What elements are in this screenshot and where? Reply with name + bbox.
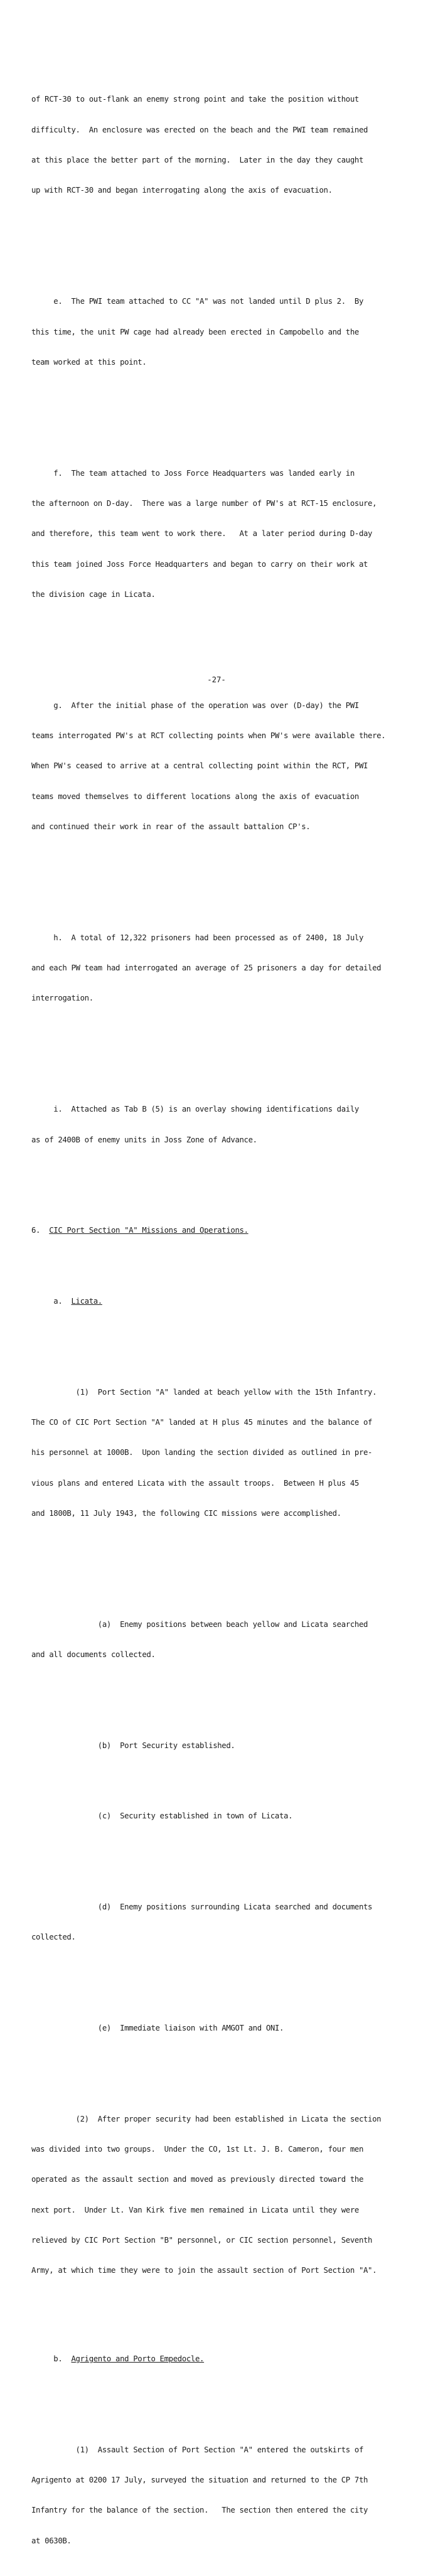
text-line: and each PW team had interrogated an average of 25 prisoners a day for detailed xyxy=(31,963,382,973)
text-line: next port. Under Lt. Van Kirk five men remained in Licata until they were xyxy=(31,2205,359,2214)
text-line: was divided into two groups. Under the CO, 1st Lt. J. B. Cameron, four men xyxy=(31,2145,364,2154)
subsection-title: Agrigento and Porto Empedocle. xyxy=(71,2354,205,2364)
text-line: team worked at this point. xyxy=(31,357,147,367)
item-a1-e: (e) Immediate liaison with AMGOT and ONI. xyxy=(31,2024,284,2033)
text-line: operated as the assault section and moved as previously directed toward the xyxy=(31,2175,364,2184)
section-number: 6. xyxy=(31,1226,50,1235)
text-line: (2) After proper security had been established in Licata the section xyxy=(31,2114,382,2123)
text-line: at this place the better part of the morning. Later in the day they caught xyxy=(31,156,364,165)
text-line: and therefore, this team went to work there. At a later period during D-day xyxy=(31,529,373,539)
item-a1-c: (c) Security established in town of Licata. xyxy=(31,1811,293,1821)
text-line: collected. xyxy=(31,1933,76,1942)
section-6-heading xyxy=(31,1225,422,1235)
page-number: -27- xyxy=(207,675,226,684)
text-line: vious plans and entered Licata with the assault troops. Between H plus 45 xyxy=(31,1478,359,1488)
paragraph-e xyxy=(31,276,422,387)
text-line: the afternoon on D-day. There was a large number of PW's at RCT-15 enclosure, xyxy=(31,499,377,508)
item-a1-b: (b) Port Security established. xyxy=(31,1741,235,1750)
paragraph-h xyxy=(31,913,422,1024)
paragraph-i xyxy=(31,1084,422,1165)
text-line: The CO of CIC Port Section "A" landed at H plus 45 minutes and the balance of xyxy=(31,1418,373,1427)
text-line: f. The team attached to Joss Force Headquarters was landed early in xyxy=(31,468,355,478)
subsection-b-heading xyxy=(31,2354,422,2364)
text-line: (1) Port Section "A" landed at beach yellow with the 15th Infantry. xyxy=(31,1387,377,1397)
text-line: (d) Enemy positions surrounding Licata searched and documents xyxy=(31,1902,373,1912)
text-line: and continued their work in rear of the assault battalion CP's. xyxy=(31,822,311,831)
text-line: at 0630B. xyxy=(31,2536,72,2545)
text-line: Infantry for the balance of the section. The section then entered the city xyxy=(31,2506,368,2515)
text-line: Army, at which time they were to join the assault section of Port Section "A". xyxy=(31,2266,377,2275)
text-line: Agrigento at 0200 17 July, surveyed the situation and returned to the CP 7th xyxy=(31,2476,368,2485)
text-line: relieved by CIC Port Section "B" personnel, or CIC section personnel, Seventh xyxy=(31,2236,373,2245)
text-line: the division cage in Licata. xyxy=(31,589,156,599)
text-line: his personnel at 1000B. Upon landing the section divided as outlined in pre- xyxy=(31,1448,373,1457)
text-line: this time, the unit PW cage had already been erected in Campobello and the xyxy=(31,327,359,336)
text-line: i. Attached as Tab B (5) is an overlay showing identifications daily xyxy=(31,1105,359,1114)
text-line: When PW's ceased to arrive at a central collecting point within the RCT, PWI xyxy=(31,761,368,771)
text-line: and all documents collected. xyxy=(31,1650,156,1660)
paragraph-b1 xyxy=(31,2425,422,2566)
text-line: as of 2400B of enemy units in Joss Zone of Advance. xyxy=(31,1135,257,1144)
paragraph-continued xyxy=(31,74,422,215)
paragraph-g xyxy=(31,680,422,852)
text-line: (1) Assault Section of Port Section "A" entered the outskirts of xyxy=(31,2445,364,2454)
subsection-a-heading xyxy=(31,1296,422,1306)
item-a1-d xyxy=(31,1882,422,1963)
paragraph-a2 xyxy=(31,2094,422,2296)
text-line: and 1800B, 11 July 1943, the following CIC missions were accomplished. xyxy=(31,1508,341,1518)
subsection-number: b. xyxy=(31,2354,72,2364)
subsection-title: Licata. xyxy=(71,1296,102,1306)
text-line: h. A total of 12,322 prisoners had been processed as of 2400, 18 July xyxy=(31,933,364,942)
item-a1-a xyxy=(31,1599,422,1680)
paragraph-a1 xyxy=(31,1367,422,1539)
subsection-number: a. xyxy=(31,1296,72,1306)
paragraph-f xyxy=(31,448,422,620)
section-title: CIC Port Section "A" Missions and Operations. xyxy=(49,1226,249,1235)
text-line: g. After the initial phase of the operation was over (D-day) the PWI xyxy=(31,700,359,710)
text-line: teams moved themselves to different locations along the axis of evacuation xyxy=(31,792,359,801)
text-line: (a) Enemy positions between beach yellow and Licata searched xyxy=(31,1619,368,1629)
text-line: teams interrogated PW's at RCT collecting points when PW's were available there. xyxy=(31,731,386,741)
text-line: of RCT-30 to out-flank an enemy strong point and take the position without xyxy=(31,95,359,104)
text-line: up with RCT-30 and began interrogating along the axis of evacuation. xyxy=(31,186,333,195)
text-line: e. The PWI team attached to CC "A" was not landed until D plus 2. By xyxy=(31,297,364,306)
text-line: difficulty. An enclosure was erected on the beach and the PWI team remained xyxy=(31,125,368,134)
text-line: interrogation. xyxy=(31,994,94,1003)
text-line: this team joined Joss Force Headquarters and began to carry on their work at xyxy=(31,559,368,569)
